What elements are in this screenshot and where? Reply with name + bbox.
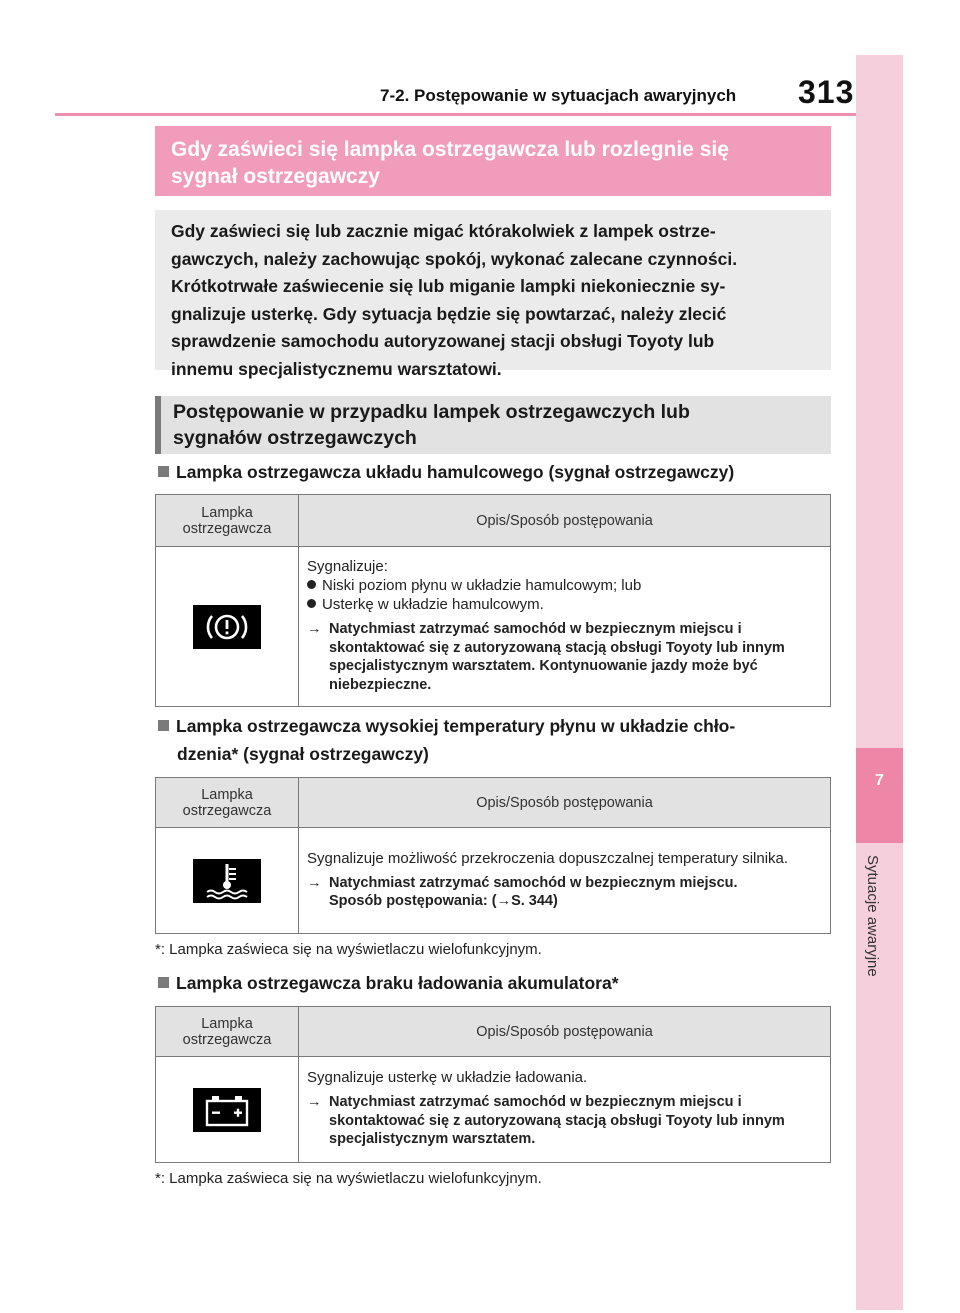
intro-line: Krótkotrwałe zaświecenie się lub miganie lampki niekoniecznie sy- xyxy=(171,276,726,296)
coolant-warning-heading: Lampka ostrzegawcza wysokiej temperatury płynu w układzie chło- dzenia* (sygnał ostrzegawczy) xyxy=(158,712,735,768)
intro-line: Gdy zaświeci się lub zacznie migać którakolwiek z lampek ostrze- xyxy=(171,221,716,241)
arrow-icon: → xyxy=(307,874,322,891)
signals-text: Sygnalizuje możliwość przekroczenia dopuszczalnej temperatury silnika. xyxy=(307,849,789,867)
square-bullet-icon xyxy=(158,977,169,988)
bullet-dot-icon xyxy=(307,580,316,589)
arrow-icon: → xyxy=(307,1094,322,1111)
brake-warning-table xyxy=(155,494,831,707)
header-lamp: Lampka ostrzegawcza xyxy=(156,1007,299,1057)
intro-line: gawczych, należy zachowując spokój, wykonać zalecane czynności. xyxy=(171,248,738,269)
intro-text xyxy=(155,210,831,379)
square-bullet-icon xyxy=(158,720,169,731)
header-description: Opis/Sposób postępowania xyxy=(299,495,831,547)
header-divider xyxy=(55,113,903,116)
bullet-dot-icon xyxy=(307,599,316,608)
battery-charge-icon xyxy=(193,1088,261,1132)
brake-warning-heading: Lampka ostrzegawcza układu hamulcowego (sygnał ostrzegawczy) xyxy=(158,458,734,486)
header-lamp: Lampka ostrzegawcza xyxy=(156,778,299,828)
battery-warning-heading: Lampka ostrzegawcza braku ładowania akumulatora* xyxy=(158,969,619,997)
arrow-icon: → xyxy=(496,893,512,909)
footnote: *: Lampka zaświeca się na wyświetlaczu wielofunkcyjnym. xyxy=(155,1170,542,1187)
banner-title-line1: Gdy zaświeci się lampka ostrzegawcza lub rozlegnie się xyxy=(171,138,729,161)
section-heading-line1: Postępowanie w przypadku lampek ostrzegawczych lub xyxy=(173,401,690,423)
page-number: 313 xyxy=(798,74,855,110)
intro-line: gnalizuje usterkę. Gdy sytuacja będzie się powtarzać, należy zlecić xyxy=(171,303,727,324)
section-banner xyxy=(155,126,831,196)
footnote: *: Lampka zaświeca się na wyświetlaczu wielofunkcyjnym. xyxy=(155,941,542,958)
signals-label: Sygnalizuje: xyxy=(307,558,388,575)
chapter-side-tab xyxy=(856,55,903,1310)
banner-title-line2: sygnał ostrzegawczy xyxy=(171,165,380,188)
list-item: Niski poziom płynu w układzie hamulcowym; lub xyxy=(307,576,822,595)
square-bullet-icon xyxy=(158,466,169,477)
action-text: → Natychmiast zatrzymać samochód w bezpiecznym miejscu i skontaktować się z autoryzowaną stacją obsługi Toyoty lub innym specjalistycznym warsztatem. xyxy=(307,1094,785,1148)
list-item: Usterkę w układzie hamulcowym. xyxy=(307,595,822,614)
page-reference: S. 344) xyxy=(511,893,558,909)
battery-warning-table xyxy=(155,1006,831,1163)
chapter-tab-label: Sytuacje awaryjne xyxy=(864,855,881,977)
signals-text: Sygnalizuje usterkę w układzie ładowania. xyxy=(307,1069,588,1087)
header-lamp: Lampka ostrzegawcza xyxy=(156,495,299,547)
coolant-warning-table xyxy=(155,777,831,934)
section-heading-line2: sygnałów ostrzegawczych xyxy=(173,427,417,449)
header-description: Opis/Sposób postępowania xyxy=(299,1007,831,1057)
section-heading xyxy=(155,396,831,454)
action-text: → Natychmiast zatrzymać samochód w bezpiecznym miejscu. Sposób postępowania: (→S. 344) xyxy=(307,874,738,909)
arrow-icon: → xyxy=(307,621,322,637)
brake-warning-icon xyxy=(193,605,261,649)
chapter-tab-number: 7 xyxy=(856,748,903,843)
header-description: Opis/Sposób postępowania xyxy=(299,778,831,828)
action-text: → Natychmiast zatrzymać samochód w bezpiecznym miejscu i skontaktować się z autoryzowaną stacją obsługi Toyoty lub innym specjalistycznym warsztatem. Kontynuowanie jazdy może być niebezpieczne. xyxy=(307,621,785,693)
intro-line: sprawdzenie samochodu autoryzowanej stacji obsługi Toyoty lub xyxy=(171,331,715,351)
intro-line: innemu specjalistycznemu warsztatowi. xyxy=(171,358,502,379)
chapter-title: 7-2. Postępowanie w sytuacjach awaryjnych xyxy=(380,86,737,105)
coolant-temperature-icon xyxy=(193,859,261,903)
